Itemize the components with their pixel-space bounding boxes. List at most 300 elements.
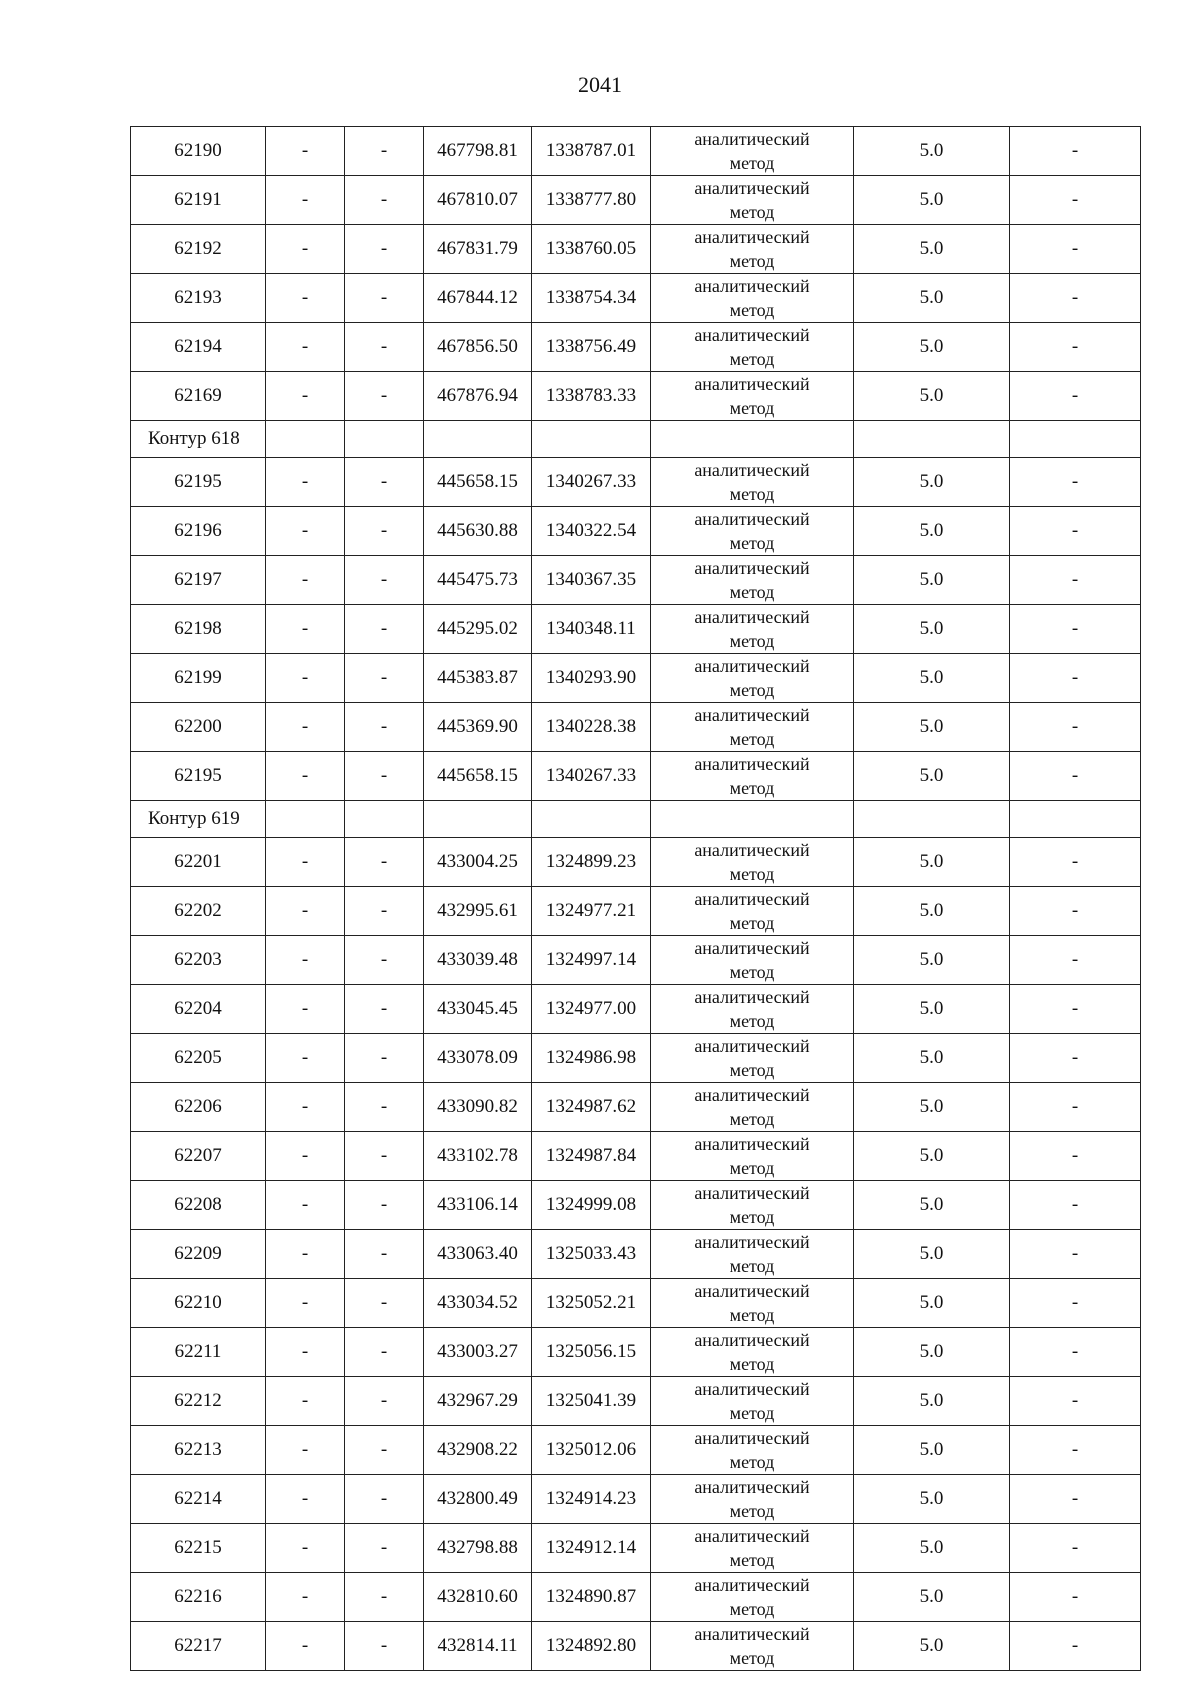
y-coordinate-cell: 1324999.08 [532, 1181, 651, 1230]
method-line-1: аналитический [694, 1477, 810, 1497]
table-row [131, 936, 1141, 985]
column-2-cell: - [266, 1230, 345, 1279]
column-2-cell: - [266, 985, 345, 1034]
method-line-2: метод [729, 1403, 775, 1423]
y-coordinate-cell: 1338777.80 [532, 176, 651, 225]
x-coordinate-cell: 432800.49 [424, 1475, 532, 1524]
point-id-cell: 62216 [131, 1573, 266, 1622]
x-coordinate-cell: 467798.81 [424, 127, 532, 176]
accuracy-cell: 5.0 [854, 703, 1010, 752]
x-coordinate-cell: 467856.50 [424, 323, 532, 372]
column-2-cell: - [266, 1426, 345, 1475]
point-id-cell: 62208 [131, 1181, 266, 1230]
column-2-cell: - [266, 127, 345, 176]
column-8-cell: - [1010, 1083, 1141, 1132]
y-coordinate-cell: 1325052.21 [532, 1279, 651, 1328]
y-coordinate-cell: 1324914.23 [532, 1475, 651, 1524]
column-8-cell: - [1010, 985, 1141, 1034]
column-3-cell: - [345, 372, 424, 421]
column-2-cell: - [266, 654, 345, 703]
accuracy-cell: 5.0 [854, 985, 1010, 1034]
column-8-cell: - [1010, 1034, 1141, 1083]
table-row [131, 372, 1141, 421]
method-line-2: метод [729, 251, 775, 271]
method-cell [651, 1426, 854, 1475]
column-8-cell: - [1010, 274, 1141, 323]
point-id-cell: 62199 [131, 654, 266, 703]
y-coordinate-cell: 1324899.23 [532, 838, 651, 887]
column-2-cell: - [266, 1377, 345, 1426]
method-line-2: метод [729, 1060, 775, 1080]
column-2-cell: - [266, 1622, 345, 1671]
point-id-cell: 62197 [131, 556, 266, 605]
method-line-1: аналитический [694, 656, 810, 676]
point-id-cell: 62212 [131, 1377, 266, 1426]
empty-cell [1010, 421, 1141, 458]
x-coordinate-cell: 445630.88 [424, 507, 532, 556]
accuracy-cell: 5.0 [854, 1132, 1010, 1181]
method-line-2: метод [729, 1109, 775, 1129]
x-coordinate-cell: 433090.82 [424, 1083, 532, 1132]
column-8-cell: - [1010, 1524, 1141, 1573]
column-8-cell: - [1010, 1426, 1141, 1475]
method-line-2: метод [729, 729, 775, 749]
table-row [131, 1034, 1141, 1083]
x-coordinate-cell: 445658.15 [424, 458, 532, 507]
column-3-cell: - [345, 1377, 424, 1426]
method-line-2: метод [729, 484, 775, 504]
point-id-cell: 62203 [131, 936, 266, 985]
method-line-2: метод [729, 1207, 775, 1227]
method-line-1: аналитический [694, 178, 810, 198]
method-cell [651, 605, 854, 654]
table-row [131, 1475, 1141, 1524]
column-3-cell: - [345, 1230, 424, 1279]
empty-cell [532, 801, 651, 838]
column-2-cell: - [266, 556, 345, 605]
point-id-cell: 62205 [131, 1034, 266, 1083]
y-coordinate-cell: 1338783.33 [532, 372, 651, 421]
method-cell [651, 838, 854, 887]
method-cell [651, 1475, 854, 1524]
accuracy-cell: 5.0 [854, 1230, 1010, 1279]
column-3-cell: - [345, 176, 424, 225]
method-cell [651, 127, 854, 176]
method-cell [651, 1279, 854, 1328]
column-3-cell: - [345, 887, 424, 936]
x-coordinate-cell: 445383.87 [424, 654, 532, 703]
column-3-cell: - [345, 507, 424, 556]
accuracy-cell: 5.0 [854, 507, 1010, 556]
accuracy-cell: 5.0 [854, 225, 1010, 274]
method-line-2: метод [729, 778, 775, 798]
y-coordinate-cell: 1324890.87 [532, 1573, 651, 1622]
method-line-2: метод [729, 300, 775, 320]
column-8-cell: - [1010, 887, 1141, 936]
empty-cell [651, 421, 854, 458]
column-3-cell: - [345, 127, 424, 176]
method-cell [651, 1377, 854, 1426]
method-cell [651, 1181, 854, 1230]
table-row [131, 654, 1141, 703]
column-2-cell: - [266, 1475, 345, 1524]
table-row [131, 703, 1141, 752]
column-3-cell: - [345, 1475, 424, 1524]
column-2-cell: - [266, 1181, 345, 1230]
point-id-cell: 62217 [131, 1622, 266, 1671]
y-coordinate-cell: 1324977.00 [532, 985, 651, 1034]
accuracy-cell: 5.0 [854, 176, 1010, 225]
accuracy-cell: 5.0 [854, 1377, 1010, 1426]
point-id-cell: 62210 [131, 1279, 266, 1328]
method-line-2: метод [729, 1011, 775, 1031]
point-id-cell: 62196 [131, 507, 266, 556]
table-row [131, 838, 1141, 887]
y-coordinate-cell: 1324997.14 [532, 936, 651, 985]
column-8-cell: - [1010, 127, 1141, 176]
table-row [131, 985, 1141, 1034]
y-coordinate-cell: 1324892.80 [532, 1622, 651, 1671]
x-coordinate-cell: 445369.90 [424, 703, 532, 752]
method-line-1: аналитический [694, 840, 810, 860]
y-coordinate-cell: 1324987.62 [532, 1083, 651, 1132]
method-cell [651, 458, 854, 507]
column-3-cell: - [345, 1622, 424, 1671]
column-8-cell: - [1010, 838, 1141, 887]
method-line-1: аналитический [694, 705, 810, 725]
y-coordinate-cell: 1340267.33 [532, 458, 651, 507]
x-coordinate-cell: 445658.15 [424, 752, 532, 801]
x-coordinate-cell: 432814.11 [424, 1622, 532, 1671]
y-coordinate-cell: 1340322.54 [532, 507, 651, 556]
column-2-cell: - [266, 1524, 345, 1573]
column-3-cell: - [345, 1573, 424, 1622]
empty-cell [266, 421, 345, 458]
table-row [131, 1132, 1141, 1181]
table-row [131, 458, 1141, 507]
y-coordinate-cell: 1340367.35 [532, 556, 651, 605]
method-cell [651, 323, 854, 372]
x-coordinate-cell: 445295.02 [424, 605, 532, 654]
y-coordinate-cell: 1340293.90 [532, 654, 651, 703]
table-row [131, 225, 1141, 274]
table-row [131, 1573, 1141, 1622]
point-id-cell: 62200 [131, 703, 266, 752]
method-line-2: метод [729, 582, 775, 602]
accuracy-cell: 5.0 [854, 1181, 1010, 1230]
point-id-cell: 62202 [131, 887, 266, 936]
method-line-1: аналитический [694, 987, 810, 1007]
point-id-cell: 62201 [131, 838, 266, 887]
column-3-cell: - [345, 1524, 424, 1573]
column-2-cell: - [266, 458, 345, 507]
x-coordinate-cell: 432798.88 [424, 1524, 532, 1573]
column-8-cell: - [1010, 1377, 1141, 1426]
method-line-2: метод [729, 913, 775, 933]
y-coordinate-cell: 1338756.49 [532, 323, 651, 372]
column-2-cell: - [266, 323, 345, 372]
x-coordinate-cell: 433102.78 [424, 1132, 532, 1181]
method-line-2: метод [729, 533, 775, 553]
table-row [131, 556, 1141, 605]
method-cell [651, 985, 854, 1034]
accuracy-cell: 5.0 [854, 372, 1010, 421]
method-line-1: аналитический [694, 129, 810, 149]
column-2-cell: - [266, 225, 345, 274]
column-8-cell: - [1010, 1573, 1141, 1622]
accuracy-cell: 5.0 [854, 1083, 1010, 1132]
column-2-cell: - [266, 605, 345, 654]
column-3-cell: - [345, 556, 424, 605]
x-coordinate-cell: 467844.12 [424, 274, 532, 323]
method-cell [651, 1328, 854, 1377]
column-2-cell: - [266, 176, 345, 225]
point-id-cell: 62213 [131, 1426, 266, 1475]
x-coordinate-cell: 467876.94 [424, 372, 532, 421]
y-coordinate-cell: 1324987.84 [532, 1132, 651, 1181]
table-body [131, 127, 1141, 1671]
point-id-cell: 62191 [131, 176, 266, 225]
method-line-2: метод [729, 864, 775, 884]
column-3-cell: - [345, 654, 424, 703]
y-coordinate-cell: 1325033.43 [532, 1230, 651, 1279]
x-coordinate-cell: 433034.52 [424, 1279, 532, 1328]
section-label: Контур 618 [131, 421, 266, 458]
table-row [131, 1524, 1141, 1573]
point-id-cell: 62193 [131, 274, 266, 323]
method-line-1: аналитический [694, 1330, 810, 1350]
column-3-cell: - [345, 1132, 424, 1181]
point-id-cell: 62169 [131, 372, 266, 421]
method-line-1: аналитический [694, 558, 810, 578]
point-id-cell: 62195 [131, 458, 266, 507]
table-row [131, 507, 1141, 556]
x-coordinate-cell: 433078.09 [424, 1034, 532, 1083]
x-coordinate-cell: 433106.14 [424, 1181, 532, 1230]
x-coordinate-cell: 432995.61 [424, 887, 532, 936]
y-coordinate-cell: 1340228.38 [532, 703, 651, 752]
method-line-2: метод [729, 1354, 775, 1374]
method-cell [651, 1034, 854, 1083]
column-8-cell: - [1010, 1622, 1141, 1671]
method-line-1: аналитический [694, 276, 810, 296]
point-id-cell: 62198 [131, 605, 266, 654]
accuracy-cell: 5.0 [854, 936, 1010, 985]
x-coordinate-cell: 432810.60 [424, 1573, 532, 1622]
y-coordinate-cell: 1324986.98 [532, 1034, 651, 1083]
method-line-1: аналитический [694, 509, 810, 529]
method-cell [651, 507, 854, 556]
accuracy-cell: 5.0 [854, 1426, 1010, 1475]
y-coordinate-cell: 1324912.14 [532, 1524, 651, 1573]
method-line-1: аналитический [694, 374, 810, 394]
column-2-cell: - [266, 838, 345, 887]
empty-cell [424, 421, 532, 458]
x-coordinate-cell: 433045.45 [424, 985, 532, 1034]
section-row [131, 421, 1141, 458]
method-line-1: аналитический [694, 938, 810, 958]
point-id-cell: 62215 [131, 1524, 266, 1573]
column-3-cell: - [345, 1328, 424, 1377]
y-coordinate-cell: 1325056.15 [532, 1328, 651, 1377]
method-cell [651, 274, 854, 323]
method-line-2: метод [729, 1158, 775, 1178]
column-3-cell: - [345, 985, 424, 1034]
point-id-cell: 62195 [131, 752, 266, 801]
accuracy-cell: 5.0 [854, 838, 1010, 887]
accuracy-cell: 5.0 [854, 1034, 1010, 1083]
method-cell [651, 887, 854, 936]
column-3-cell: - [345, 605, 424, 654]
method-cell [651, 1573, 854, 1622]
point-id-cell: 62190 [131, 127, 266, 176]
method-line-1: аналитический [694, 607, 810, 627]
accuracy-cell: 5.0 [854, 654, 1010, 703]
table-row [131, 1426, 1141, 1475]
point-id-cell: 62194 [131, 323, 266, 372]
table-row [131, 176, 1141, 225]
table-row [131, 752, 1141, 801]
column-8-cell: - [1010, 936, 1141, 985]
column-3-cell: - [345, 1279, 424, 1328]
accuracy-cell: 5.0 [854, 1622, 1010, 1671]
column-8-cell: - [1010, 703, 1141, 752]
table-row [131, 1622, 1141, 1671]
method-cell [651, 752, 854, 801]
column-2-cell: - [266, 703, 345, 752]
y-coordinate-cell: 1324977.21 [532, 887, 651, 936]
method-line-2: метод [729, 1648, 775, 1668]
column-3-cell: - [345, 1034, 424, 1083]
empty-cell [651, 801, 854, 838]
column-3-cell: - [345, 703, 424, 752]
column-2-cell: - [266, 1279, 345, 1328]
column-2-cell: - [266, 752, 345, 801]
y-coordinate-cell: 1325012.06 [532, 1426, 651, 1475]
empty-cell [854, 801, 1010, 838]
empty-cell [424, 801, 532, 838]
column-8-cell: - [1010, 1475, 1141, 1524]
method-cell [651, 225, 854, 274]
table-row [131, 1377, 1141, 1426]
accuracy-cell: 5.0 [854, 458, 1010, 507]
column-8-cell: - [1010, 507, 1141, 556]
method-line-2: метод [729, 349, 775, 369]
method-line-2: метод [729, 680, 775, 700]
accuracy-cell: 5.0 [854, 1524, 1010, 1573]
method-line-2: метод [729, 1550, 775, 1570]
point-id-cell: 62206 [131, 1083, 266, 1132]
method-cell [651, 703, 854, 752]
column-8-cell: - [1010, 372, 1141, 421]
method-line-2: метод [729, 153, 775, 173]
table-row [131, 887, 1141, 936]
method-cell [651, 1230, 854, 1279]
accuracy-cell: 5.0 [854, 556, 1010, 605]
accuracy-cell: 5.0 [854, 1475, 1010, 1524]
column-8-cell: - [1010, 1279, 1141, 1328]
column-8-cell: - [1010, 323, 1141, 372]
method-line-1: аналитический [694, 1134, 810, 1154]
accuracy-cell: 5.0 [854, 127, 1010, 176]
y-coordinate-cell: 1338754.34 [532, 274, 651, 323]
accuracy-cell: 5.0 [854, 887, 1010, 936]
column-8-cell: - [1010, 605, 1141, 654]
empty-cell [1010, 801, 1141, 838]
column-3-cell: - [345, 1181, 424, 1230]
method-line-2: метод [729, 1305, 775, 1325]
column-3-cell: - [345, 323, 424, 372]
column-8-cell: - [1010, 1328, 1141, 1377]
empty-cell [266, 801, 345, 838]
method-cell [651, 1132, 854, 1181]
method-line-1: аналитический [694, 325, 810, 345]
method-cell [651, 176, 854, 225]
y-coordinate-cell: 1338760.05 [532, 225, 651, 274]
column-2-cell: - [266, 1083, 345, 1132]
column-8-cell: - [1010, 752, 1141, 801]
column-8-cell: - [1010, 1181, 1141, 1230]
table-row [131, 1230, 1141, 1279]
column-8-cell: - [1010, 1230, 1141, 1279]
method-line-2: метод [729, 202, 775, 222]
method-line-2: метод [729, 398, 775, 418]
method-line-1: аналитический [694, 889, 810, 909]
y-coordinate-cell: 1338787.01 [532, 127, 651, 176]
column-8-cell: - [1010, 556, 1141, 605]
x-coordinate-cell: 433004.25 [424, 838, 532, 887]
x-coordinate-cell: 433003.27 [424, 1328, 532, 1377]
method-line-2: метод [729, 1599, 775, 1619]
method-line-2: метод [729, 631, 775, 651]
accuracy-cell: 5.0 [854, 605, 1010, 654]
column-3-cell: - [345, 458, 424, 507]
method-line-1: аналитический [694, 1085, 810, 1105]
column-2-cell: - [266, 1132, 345, 1181]
method-line-1: аналитический [694, 1281, 810, 1301]
accuracy-cell: 5.0 [854, 752, 1010, 801]
point-id-cell: 62192 [131, 225, 266, 274]
column-8-cell: - [1010, 654, 1141, 703]
accuracy-cell: 5.0 [854, 1279, 1010, 1328]
method-cell [651, 372, 854, 421]
method-line-1: аналитический [694, 1526, 810, 1546]
method-cell [651, 654, 854, 703]
method-line-2: метод [729, 962, 775, 982]
column-8-cell: - [1010, 225, 1141, 274]
column-2-cell: - [266, 372, 345, 421]
column-3-cell: - [345, 225, 424, 274]
page-number: 2041 [578, 72, 622, 97]
method-cell [651, 556, 854, 605]
column-3-cell: - [345, 838, 424, 887]
point-id-cell: 62214 [131, 1475, 266, 1524]
method-line-1: аналитический [694, 227, 810, 247]
y-coordinate-cell: 1340267.33 [532, 752, 651, 801]
x-coordinate-cell: 433063.40 [424, 1230, 532, 1279]
method-line-1: аналитический [694, 1575, 810, 1595]
column-2-cell: - [266, 1573, 345, 1622]
accuracy-cell: 5.0 [854, 1573, 1010, 1622]
column-3-cell: - [345, 274, 424, 323]
x-coordinate-cell: 433039.48 [424, 936, 532, 985]
method-cell [651, 936, 854, 985]
x-coordinate-cell: 432967.29 [424, 1377, 532, 1426]
y-coordinate-cell: 1340348.11 [532, 605, 651, 654]
x-coordinate-cell: 467810.07 [424, 176, 532, 225]
section-label: Контур 619 [131, 801, 266, 838]
method-line-1: аналитический [694, 460, 810, 480]
